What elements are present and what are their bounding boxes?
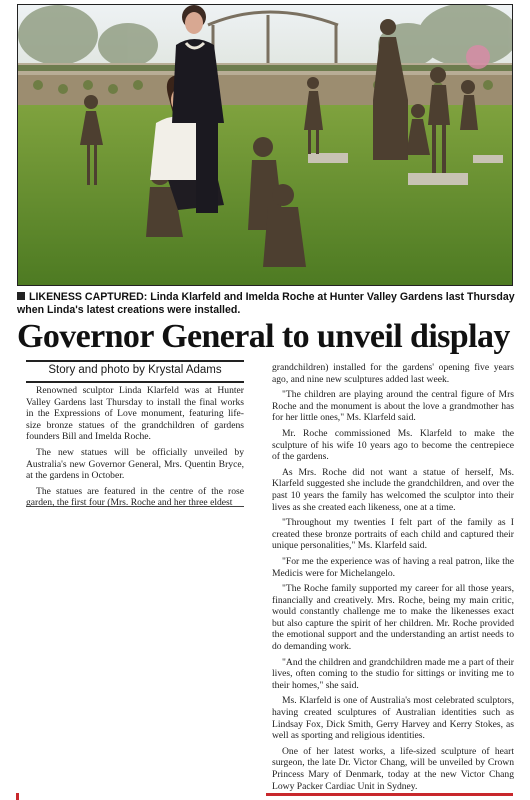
paragraph: "Throughout my twenties I felt part of the family as I created these bronze portraits of each child and captured their unique personalities," Ms. Klarfeld said. [272,517,514,552]
paragraph: "For me the experience was of having a real patron, like the Medicis were for Michelangelo. [272,555,514,579]
accent-bar-left [16,793,19,800]
article-column-1 [26,385,244,513]
column-end-rule [26,506,244,507]
headline: Governor General to unveil display [17,318,510,355]
bullet-square-icon [17,292,25,300]
article-column-2 [272,362,514,796]
caption-label: LIKENESS CAPTURED: [29,291,148,303]
paragraph: "The Roche family supported my career for all those years, financially and creatively. Mrs. Roche, being my main critic, would constantly challenge me to make the likenesses exact but also capture the spirit of her children. Mr. Roche provided the emotional support and the understanding an artist needs to do demanding work. [272,583,514,653]
photo-caption [17,291,517,317]
caption-text: Linda Klarfeld and Imelda Roche at Hunter Valley Gardens last Thursday when Linda's latest creations were installed. [17,291,515,316]
paragraph: Mr. Roche commissioned Ms. Klarfeld to make the sculpture of his wife 10 years ago to become the centrepiece of the gardens. [272,427,514,463]
paragraph: "The children are playing around the central figure of Mrs Roche and the monument is about the love a grandmother has for her little ones," Ms. Klarfeld said. [272,389,514,424]
paragraph: Renowned sculptor Linda Klarfeld was at Hunter Valley Gardens last Thursday to install the final works in the Expressions of Love monument, featuring life-size bronze statues of the grandchildren of gardens founders Bill and Imelda Roche. [26,385,244,443]
paragraph: grandchildren) installed for the gardens' opening five years ago, and nine new sculptures added last week. [272,362,514,385]
bottom-accent-bar [16,793,513,800]
paragraph: Ms. Klarfeld is one of Australia's most celebrated sculptors, having created sculptures of Australian identities such as Lindsay Fox, Dick Smith, Gerry Harvey and Kerry Stokes, as well as sporting and religious identities. [272,695,514,742]
paragraph: "And the children and grandchildren made me a part of their lives, often coming to the studio for sittings or inviting me to their homes," she said. [272,656,514,691]
accent-bar-right [266,793,513,796]
paragraph: The statues are featured in the centre of the rose garden, the first four (Mrs. Roche and her three eldest [26,485,244,509]
paragraph: As Mrs. Roche did not want a statue of herself, Ms. Klarfeld suggested she include the grandchildren, and over the past 10 years the family has welcomed the sculptor into their lives as she created each likeness, one at a time. [272,466,514,513]
article-photo [17,4,513,286]
byline: Story and photo by Krystal Adams [48,364,222,376]
paragraph: The new statues will be officially unveiled by Australia's new Governor General, Mrs. Quentin Bryce, at the gardens in October. [26,446,244,482]
byline-box [26,360,244,383]
garden-photo-illustration [18,5,513,286]
paragraph: One of her latest works, a life-sized sculpture of heart surgeon, the late Dr. Victor Chang, will be unveiled by Crown Princess Mary of Denmark, today at the new Victor Chang Lowy Packer Cardiac Unit in Sydney. [272,745,514,792]
